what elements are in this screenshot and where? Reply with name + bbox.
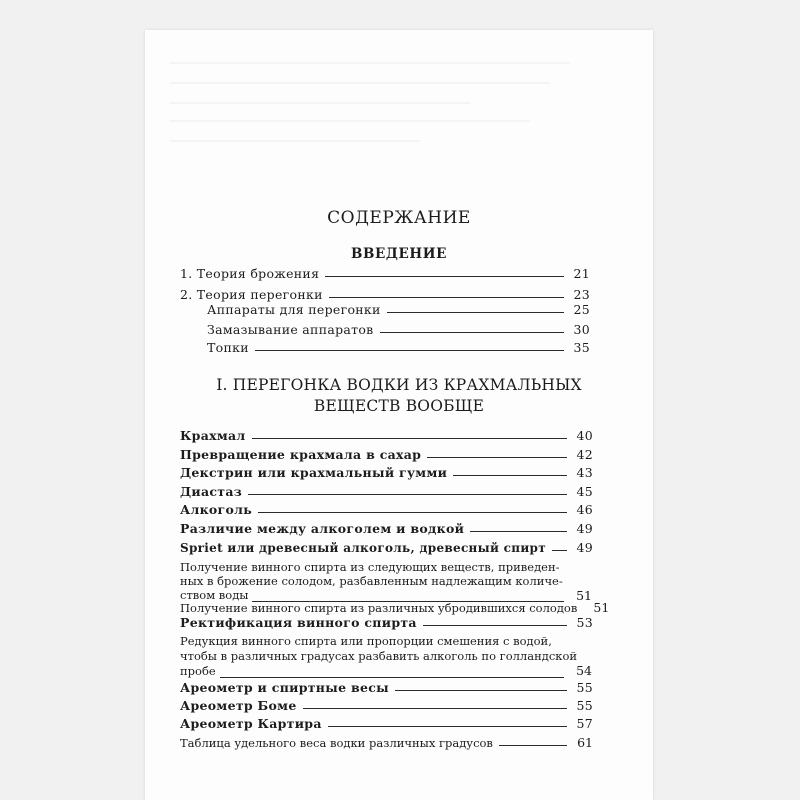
- toc-entry-page: 57: [576, 716, 593, 731]
- toc-entry-label: Превращение крахмала в сахар: [180, 447, 422, 462]
- toc-entry[interactable]: [180, 428, 593, 448]
- toc-entry-page: 30: [573, 322, 590, 337]
- toc-entry[interactable]: [180, 266, 590, 286]
- leader-line: [423, 625, 567, 626]
- toc-entry-page: 61: [577, 735, 593, 750]
- toc-entry-label: Различие между алкоголем и водкой: [180, 521, 465, 536]
- leader-line: [248, 494, 567, 495]
- leader-line: [395, 690, 567, 691]
- toc-entry-label: Диастаз: [180, 484, 243, 499]
- toc-entry-page: 51: [576, 588, 592, 603]
- section-heading: [145, 375, 653, 417]
- leader-line: [255, 350, 564, 351]
- toc-entry-page: 23: [573, 287, 590, 302]
- toc-entry-page: 51: [593, 600, 610, 615]
- toc-entry-page: 54: [576, 663, 592, 678]
- toc-entry-label: Ареометр Боме: [180, 698, 297, 713]
- toc-entry-page: 49: [576, 540, 593, 555]
- toc-title: СОДЕРЖАНИЕ: [327, 208, 471, 228]
- toc-entry-line: Получение винного спирта из следующих веществ, приведен-: [180, 560, 560, 574]
- show-through-line: [170, 102, 470, 104]
- toc-entry[interactable]: [207, 322, 590, 342]
- toc-entry-page: 42: [576, 447, 593, 462]
- leader-line: [252, 438, 567, 439]
- toc-entry[interactable]: [207, 340, 590, 360]
- leader-line: [453, 475, 567, 476]
- leader-line: [427, 457, 567, 458]
- toc-entry-label: Декстрин или крахмальный гумми: [180, 465, 448, 480]
- toc-entry[interactable]: [180, 615, 593, 635]
- leader-line: [387, 312, 564, 313]
- toc-entry-page: 53: [576, 615, 593, 630]
- toc-entry-label: Алкоголь: [180, 502, 253, 517]
- toc-entry-page: 46: [576, 502, 593, 517]
- toc-entry[interactable]: [180, 735, 593, 755]
- toc-entry[interactable]: [180, 447, 593, 467]
- section-heading-line: ВЕЩЕСТВ ВООБЩЕ: [313, 397, 485, 415]
- toc-entry-line: чтобы в различных градусах разбавить алкоголь по голландской: [180, 649, 578, 663]
- leader-line: [328, 726, 567, 727]
- leader-line: [258, 512, 567, 513]
- toc-entry-label: Получение винного спирта из различных убродившихся солодов: [180, 601, 578, 615]
- toc-entry-label: Ареометр и спиртные весы: [180, 680, 389, 695]
- toc-entry-page: 25: [573, 302, 590, 317]
- toc-entry-page: 49: [576, 521, 593, 536]
- show-through-line: [170, 140, 420, 142]
- toc-entry-label: Крахмал: [180, 428, 246, 443]
- toc-entry[interactable]: [180, 502, 593, 522]
- toc-entry-line: ством воды: [180, 588, 249, 602]
- toc-entry-page: 45: [576, 484, 593, 499]
- toc-entry-label: 1. Теория брожения: [180, 266, 320, 281]
- leader-line: [220, 677, 564, 678]
- toc-entry-page: 55: [576, 698, 593, 713]
- toc-entry[interactable]: [180, 716, 593, 736]
- leader-line: [499, 745, 567, 746]
- toc-entry[interactable]: [180, 465, 593, 485]
- toc-entry-page: 40: [576, 428, 593, 443]
- leader-line: [470, 531, 567, 532]
- leader-line: [552, 550, 567, 551]
- toc-entry-page: 35: [573, 340, 590, 355]
- show-through-line: [170, 62, 570, 64]
- toc-entry[interactable]: [207, 302, 590, 322]
- toc-entry[interactable]: [180, 698, 593, 718]
- leader-line: [380, 332, 564, 333]
- toc-entry-page: 21: [573, 266, 590, 281]
- toc-entry[interactable]: [180, 680, 593, 700]
- leader-line: [303, 708, 567, 709]
- leader-line: [325, 276, 564, 277]
- toc-entry-label: Spriet или древесный алкоголь, древесный спирт: [180, 541, 546, 555]
- show-through-line: [170, 120, 530, 122]
- toc-entry-label: Аппараты для перегонки: [207, 302, 381, 317]
- toc-entry-label: Ареометр Картира: [180, 716, 322, 731]
- toc-entry-label: Таблица удельного веса водки различных градусов: [180, 736, 493, 750]
- toc-entry-line: пробе: [180, 664, 216, 678]
- section-heading-line: I. ПЕРЕГОНКА ВОДКИ ИЗ КРАХМАЛЬНЫХ: [216, 376, 582, 394]
- toc-entry-label: Топки: [207, 340, 249, 355]
- toc-entry-label: 2. Теория перегонки: [180, 287, 323, 302]
- intro-heading: ВВЕДЕНИЕ: [350, 246, 447, 262]
- toc-entry-page: 43: [576, 465, 593, 480]
- toc-entry-line: Редукция винного спирта или пропорции смешения с водой,: [180, 634, 552, 648]
- toc-entry-label: Замазывание аппаратов: [207, 322, 374, 337]
- toc-entry[interactable]: [180, 540, 593, 560]
- leader-line: [329, 297, 564, 298]
- toc-entry[interactable]: [180, 521, 593, 541]
- show-through-line: [170, 82, 550, 84]
- toc-entry[interactable]: [180, 484, 593, 504]
- toc-entry-label: Ректификация винного спирта: [180, 615, 417, 630]
- toc-entry-line: ных в брожение солодом, разбавленным надлежащим количе-: [180, 574, 563, 588]
- toc-entry-page: 55: [576, 680, 593, 695]
